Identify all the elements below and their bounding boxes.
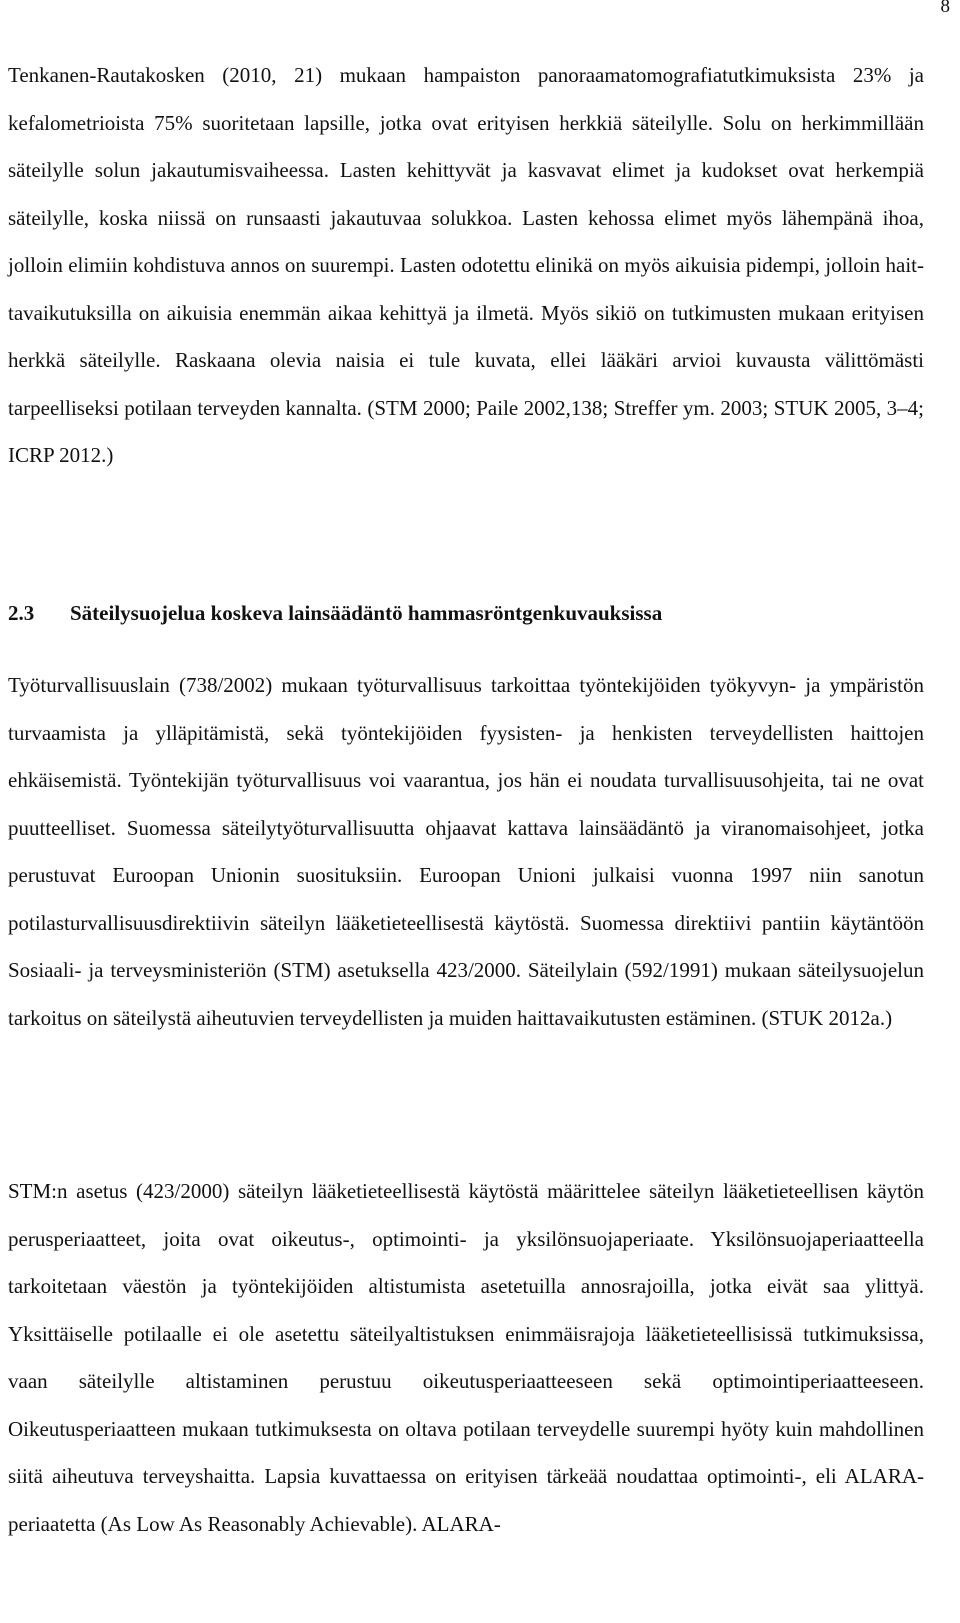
paragraph-radiation-sensitivity: Tenkanen-Rautakosken (2010, 21) mukaan hampaiston panoraamatomografiatutkimuksista 23% ja kefalometrioista 75% suoritetaan lapsille, jotka ovat erityisen herkkiä säteilylle. Solu on herkimmillään säteilylle solun jakautumisvaiheessa. Lasten kehittyvät ja kasvavat elimet ja kudokset ovat herkempiä säteilylle, koska niissä on runsaasti jakautuvaa solukkoa. Lasten kehossa elimet myös lähempänä ihoa, jolloin elimiin kohdistuva annos on suurempi. Lasten odotettu elinikä on myös aikuisia pidempi, jolloin haittavaikutuksilla on aikuisia enemmän aikaa kehittyä ja ilmetä. Myös sikiö on tutkimusten mukaan erityisen herkkä säteilylle. Raskaana olevia naisia ei tule kuvata, ellei lääkäri arvioi kuvausta välittömästi tarpeelliseksi potilaan terveyden kannalta. (STM 2000; Paile 2002,138; Streffer ym. 2003; STUK 2005, 3–4; ICRP 2012.)	[8, 63, 924, 467]
paragraph-stm-decree: STM:n asetus (423/2000) säteilyn lääketieteellisestä käytöstä määrittelee säteilyn lääketieteellisen käytön perusperiaatteet, joita ovat oikeutus-, optimointi- ja yksilönsuojaperiaate. Yksilönsuojaperiaatteella tarkoitetaan väestön ja työntekijöiden altistumista asetetuilla annosrajoilla, jotka eivät saa ylittyä. Yksittäiselle potilaalle ei ole asetettu säteilyaltistuksen enimmäisrajoja lääketieteellisissä tutkimuksissa, vaan säteilylle altistaminen perustuu oikeutusperiaatteeseen sekä optimointiperiaatteeseen. Oikeutusperiaatteen mukaan tutkimuksesta on oltava potilaan terveydelle suurempi hyöty kuin mahdollinen siitä aiheutuva terveyshaitta. Lapsia kuvattaessa on erityisen tärkeää noudattaa optimointi-, eli ALARA-periaatetta (As Low As Reasonably Achievable). ALARA-	[8, 1179, 924, 1536]
section-heading	[8, 590, 662, 638]
section-title: Säteilysuojelua koskeva lainsäädäntö hammasröntgenkuvauksissa	[70, 601, 663, 625]
section-number: 2.3	[8, 601, 35, 625]
page-number: 8	[940, 0, 950, 17]
paragraph-work-safety-law: Työturvallisuuslain (738/2002) mukaan työturvallisuus tarkoittaa työntekijöiden työkyvyn- ja ympäristön turvaamista ja ylläpitämistä, sekä työntekijöiden fyysisten- ja henkisten terveydellisten haittojen ehkäisemistä. Työntekijän työturvallisuus voi vaarantua, jos hän ei noudata turvallisuusohjeita, tai ne ovat puutteelliset. Suomessa säteilytyöturvallisuutta ohjaavat kattava lainsäädäntö ja viranomaisohjeet, jotka perustuvat Euroopan Unionin suosituksiin. Euroopan Unioni julkaisi vuonna 1997 niin sanotun potilasturvallisuusdirektiivin säteilyn lääketieteellisestä käytöstä. Suomessa direktiivi pantiin käytäntöön Sosiaali- ja terveysministeriön (STM) asetuksella 423/2000. Säteilylain (592/1991) mukaan säteilysuojelun tarkoitus on säteilystä aiheutuvien terveydellisten ja muiden haittavaikutusten estäminen. (STUK 2012a.)	[8, 673, 924, 1030]
